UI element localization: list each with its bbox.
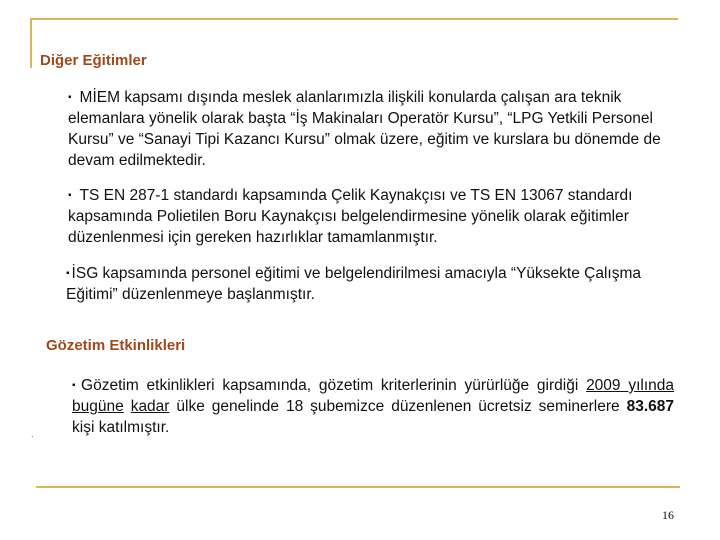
supervision-until: kadar — [130, 398, 170, 415]
stray-dot: . — [31, 429, 34, 439]
list-item — [68, 87, 676, 171]
section-title-other-training: Diğer Eğitimler — [40, 52, 147, 69]
supervision-space-2 — [124, 398, 131, 415]
frame-top-line — [30, 18, 678, 20]
bullet-icon: ▪ — [72, 380, 80, 391]
list-item-text: İSG kapsamında personel eğitimi ve belgelendirilmesi amacıyla “Yüksekte Çalışma Eğitimi” düzenlenmeye başlanmıştır. — [66, 265, 641, 303]
supervision-year: 2009 — [586, 377, 621, 394]
supervision-text-4: kişi katılmıştır. — [72, 419, 170, 436]
page-number: 16 — [662, 508, 674, 522]
supervision-text-1: Gözetim etkinlikleri kapsamında, gözetim kriterlerinin yürürlüğe girdiği — [81, 377, 587, 394]
section-title-supervision: Gözetim Etkinlikleri — [46, 337, 186, 354]
frame-bottom-line — [36, 486, 680, 488]
participant-count: 83.687 — [626, 398, 674, 415]
bullet-icon: ▪ — [68, 190, 72, 201]
list-item — [72, 375, 674, 438]
supervision-text-3: ülke genelinde 18 şubemizce düzenlenen ücretsiz seminerlere — [169, 398, 627, 415]
list-item-text: MİEM kapsamı dışında meslek alanlarımızla ilişkili konularda çalışan ara teknik elemanlara yönelik olarak başta “İş Makinaları Operatör Kursu”, “LPG Yetkili Personel Kursu” ve “Sanayi Tipi Kazancı Kursu” olmak üzere, eğitim ve kurslara bu dönemde de devam edilmektedir. — [68, 89, 661, 169]
list-item — [68, 185, 676, 248]
supervision-text-2: yılında — [620, 377, 674, 394]
list-item — [66, 263, 686, 305]
supervision-today: bugüne — [72, 398, 124, 415]
list-item-text: TS EN 287-1 standardı kapsamında Çelik Kaynakçısı ve TS EN 13067 standardı kapsamında Polietilen Boru Kaynakçısı belgelendirmesine yönelik olarak eğitimler düzenlenmesi için gereken hazırlıklar tamamlanmıştır. — [68, 187, 633, 246]
frame-left-line — [30, 18, 32, 68]
bullet-icon: ▪ — [68, 92, 72, 103]
bullet-icon: ▪ — [66, 268, 70, 279]
